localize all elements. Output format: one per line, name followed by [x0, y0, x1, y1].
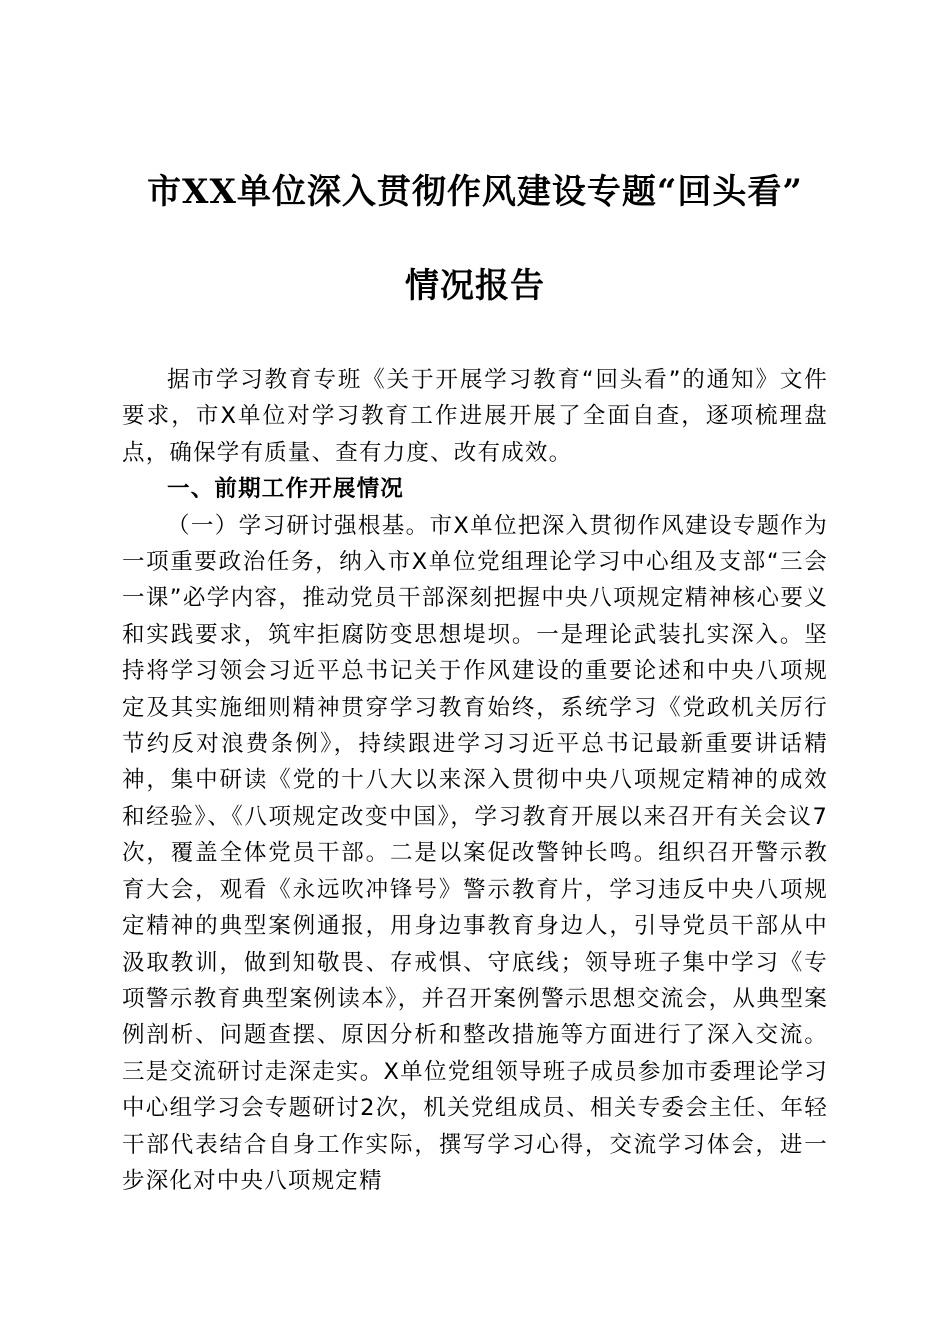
subsection-1-paragraph — [122, 508, 828, 1200]
document-title-line-1: 市XX单位深入贯彻作风建设专题“回头看” — [147, 172, 803, 212]
document-body — [122, 362, 828, 1199]
intro-paragraph: 据市学习教育专班《关于开展学习教育“回头看”的通知》文件要求，市X单位对学习教育工作进展开展了全面自查，逐项梳理盘点，确保学有质量、查有力度、改有成效。 — [122, 367, 828, 466]
subsection-1-heading: （一）学习研讨强根基。 — [167, 512, 430, 539]
document-title-line-2: 情况报告 — [405, 266, 545, 306]
subsection-1-body: 市X单位把深入贯彻作风建设专题作为一项重要政治任务，纳入市X单位党组理论学习中心组及支部“三会一课”必学内容，推动党员干部深刻把握中央八项规定精神核心要义和实践要求，筑牢拒腐防变思想堤坝。一是理论武装扎实深入。坚持将学习领会习近平总书记关于作风建设的重要论述和中央八项规定及其实施细则精神贯穿学习教育始终，系统学习《党政机关厉行节约反对浪费条例》，持续跟进学习习近平总书记最新重要讲话精神，集中研读《党的十八大以来深入贯彻中央八项规定精神的成效和经验》、《八项规定改变中国》，学习教育开展以来召开有关会议7次，覆盖全体党员干部。二是以案促改警钟长鸣。组织召开警示教育大会，观看《永远吹冲锋号》警示教育片，学习违反中央八项规定精神的典型案例通报，用身边事教育身边人，引导党员干部从中汲取教训，做到知敬畏、存戒惧、守底线；领导班子集中学习《专项警示教育典型案例读本》，并召开案例警示思想交流会，从典型案例剖析、问题查摆、原因分析和整改措施等方面进行了深入交流。三是交流研讨走深走实。X单位党组领导班子成员参加市委理论学习中心组学习会专题研讨2次，机关党组成员、相关专委会主任、年轻干部代表结合自身工作实际，撰写学习心得，交流学习体会，进一步深化对中央八项规定精 — [122, 512, 828, 1194]
section-1-heading: 一、前期工作开展情况 — [167, 476, 405, 503]
